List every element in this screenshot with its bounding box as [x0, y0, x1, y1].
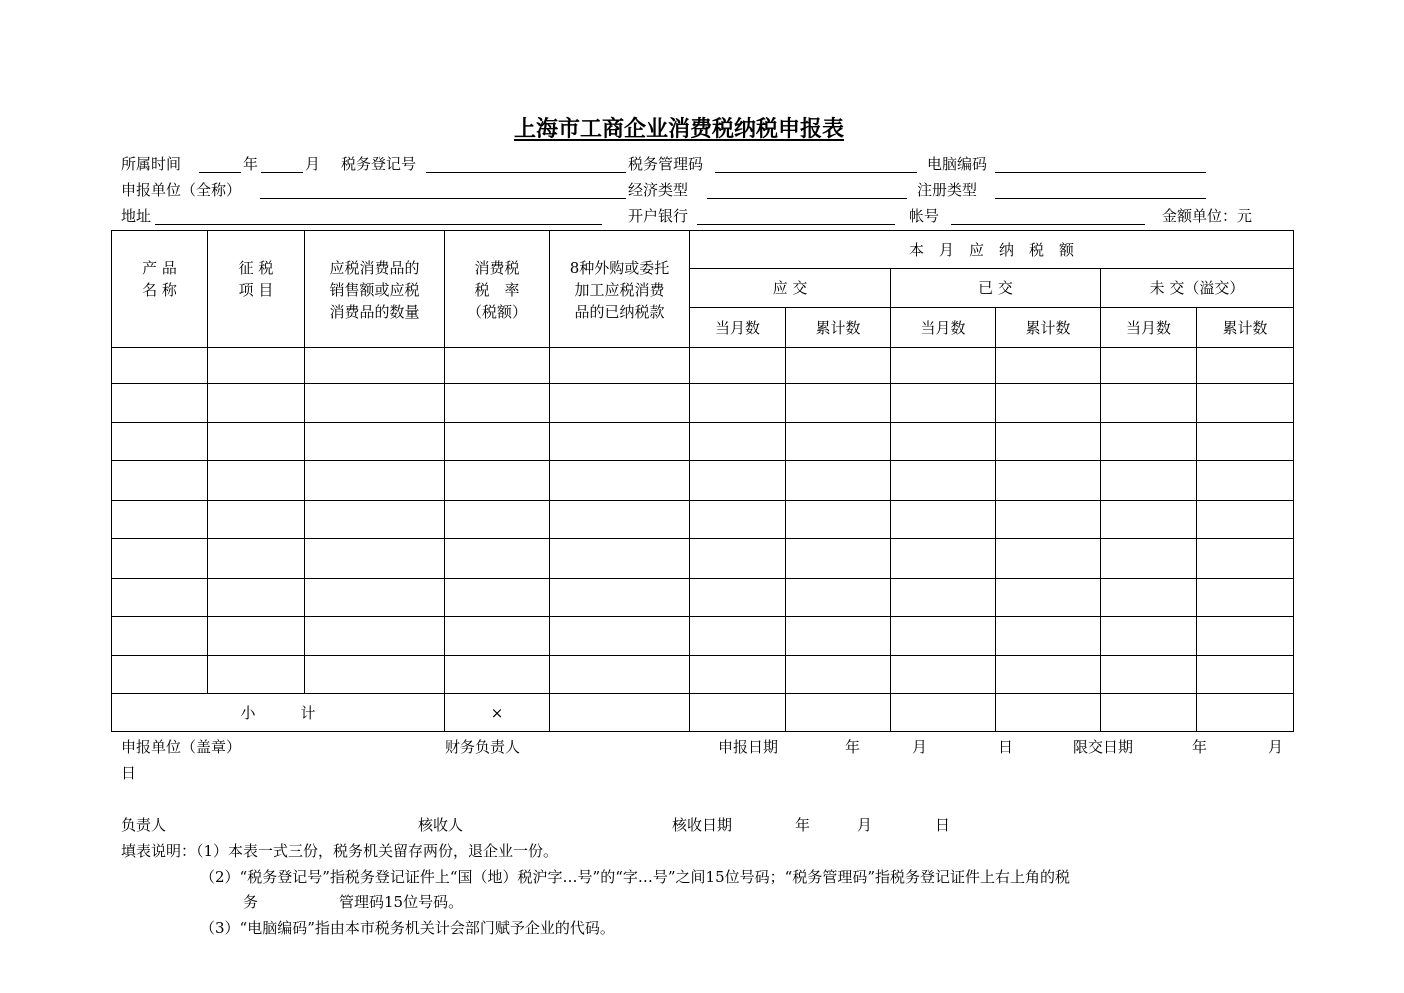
note-2-line-2a: 务 — [243, 893, 259, 911]
col-header-sales-amount: 应税消费品的 销售额或应税 消费品的数量 — [305, 231, 445, 348]
year-label: 年 — [243, 155, 259, 173]
table-row — [112, 579, 1294, 617]
declaring-unit-field[interactable] — [260, 198, 626, 199]
table-cell[interactable] — [1101, 656, 1197, 694]
month-field[interactable] — [261, 172, 303, 173]
note-2-line-2b: 管理码15位号码。 — [339, 893, 464, 911]
deadline-day-label: 日 — [121, 764, 137, 782]
table-cell[interactable] — [208, 539, 305, 579]
table-cell[interactable] — [891, 579, 996, 617]
col-header-paid-tax: 8种外购或委托 加工应税消费 品的已纳税款 — [550, 231, 690, 348]
subtotal-cell[interactable] — [786, 694, 891, 732]
col-header-paid-cumulative: 累计数 — [996, 308, 1101, 348]
table-cell[interactable] — [550, 423, 690, 461]
deadline-label: 限交日期 — [1073, 738, 1134, 756]
subtotal-cell[interactable] — [1101, 694, 1197, 732]
declare-year-label: 年 — [845, 738, 861, 756]
table-cell[interactable] — [996, 348, 1101, 384]
col-header-due-current: 当月数 — [690, 308, 786, 348]
table-cell[interactable] — [550, 617, 690, 656]
table-row — [112, 384, 1294, 423]
table-cell[interactable] — [1101, 539, 1197, 579]
subtotal-cell[interactable] — [1197, 694, 1294, 732]
table-cell[interactable] — [996, 579, 1101, 617]
table-cell[interactable] — [208, 501, 305, 539]
col-header-due-cumulative: 累计数 — [786, 308, 891, 348]
table-cell[interactable] — [445, 539, 550, 579]
table-cell[interactable] — [786, 501, 891, 539]
table-cell[interactable] — [112, 348, 208, 384]
table-cell[interactable] — [112, 423, 208, 461]
declare-date-label: 申报日期 — [718, 738, 779, 756]
note-intro: 填表说明：（1）本表一式三份，税务机关留存两份，退企业一份。 — [121, 842, 559, 860]
economic-type-label: 经济类型 — [628, 181, 689, 199]
deadline-year-label: 年 — [1192, 738, 1208, 756]
table-cell[interactable] — [891, 348, 996, 384]
table-cell[interactable] — [112, 384, 208, 423]
table-cell[interactable] — [1101, 579, 1197, 617]
col-header-unpaid-current: 当月数 — [1101, 308, 1197, 348]
finance-head-label: 财务负责人 — [445, 738, 521, 756]
table-cell[interactable] — [1101, 617, 1197, 656]
deadline-month-label: 月 — [1268, 738, 1284, 756]
account-field[interactable] — [951, 224, 1145, 225]
year-field[interactable] — [199, 172, 241, 173]
table-cell[interactable] — [690, 501, 786, 539]
table-cell[interactable] — [550, 384, 690, 423]
table-cell[interactable] — [786, 348, 891, 384]
table-cell[interactable] — [1197, 539, 1294, 579]
col-header-product-name: 产 品 名 称 — [112, 231, 208, 348]
table-cell[interactable] — [112, 656, 208, 694]
table-cell[interactable] — [305, 348, 445, 384]
subtotal-rate-cross: × — [445, 694, 550, 732]
table-cell[interactable] — [550, 461, 690, 501]
declare-month-label: 月 — [912, 738, 928, 756]
declare-day-label: 日 — [998, 738, 1014, 756]
table-cell[interactable] — [1197, 501, 1294, 539]
table-cell[interactable] — [305, 579, 445, 617]
address-label: 地址 — [121, 207, 152, 225]
table-cell[interactable] — [208, 617, 305, 656]
table-cell[interactable] — [690, 348, 786, 384]
table-cell[interactable] — [786, 617, 891, 656]
table-cell[interactable] — [112, 501, 208, 539]
table-cell[interactable] — [996, 461, 1101, 501]
col-header-monthly-tax: 本 月 应 纳 税 额 — [690, 231, 1294, 269]
bank-field[interactable] — [697, 224, 895, 225]
bank-label: 开户银行 — [628, 207, 689, 225]
note-2-line-1: （2）“税务登记号”指税务登记证件上“国（地）税沪字…号”的“字…号”之间15位号码；“税务管理码”指税务登记证件上右上角的税 — [200, 868, 1070, 886]
table-row — [112, 501, 1294, 539]
table-cell[interactable] — [891, 423, 996, 461]
table-cell[interactable] — [690, 423, 786, 461]
table-cell[interactable] — [891, 656, 996, 694]
table-cell[interactable] — [305, 539, 445, 579]
table-cell[interactable] — [690, 579, 786, 617]
receiver-label: 核收人 — [418, 816, 464, 834]
subtotal-cell[interactable] — [550, 694, 690, 732]
table-cell[interactable] — [1197, 579, 1294, 617]
table-cell[interactable] — [891, 539, 996, 579]
tax-reg-no-label: 税务登记号 — [341, 155, 417, 173]
table-cell[interactable] — [445, 461, 550, 501]
table-cell[interactable] — [1197, 423, 1294, 461]
table-cell[interactable] — [996, 539, 1101, 579]
table-cell[interactable] — [445, 348, 550, 384]
table-row — [112, 348, 1294, 384]
table-cell[interactable] — [550, 579, 690, 617]
responsible-label: 负责人 — [121, 816, 167, 834]
declaring-unit-label: 申报单位（全称） — [121, 181, 242, 199]
table-cell[interactable] — [445, 423, 550, 461]
table-cell[interactable] — [305, 384, 445, 423]
col-header-paid-current: 当月数 — [891, 308, 996, 348]
col-header-unpaid: 未 交（溢交） — [1101, 269, 1294, 308]
receive-day-label: 日 — [935, 816, 951, 834]
table-cell[interactable] — [690, 384, 786, 423]
unit-seal-label: 申报单位（盖章） — [121, 738, 242, 756]
month-label: 月 — [305, 155, 321, 173]
col-header-unpaid-cumulative: 累计数 — [1197, 308, 1294, 348]
table-cell[interactable] — [786, 579, 891, 617]
col-header-tax-item: 征 税 项 目 — [208, 231, 305, 348]
table-cell[interactable] — [1101, 348, 1197, 384]
table-cell[interactable] — [305, 423, 445, 461]
table-cell[interactable] — [112, 579, 208, 617]
table-cell[interactable] — [445, 501, 550, 539]
table-row — [112, 423, 1294, 461]
table-cell[interactable] — [1197, 617, 1294, 656]
table-row — [112, 617, 1294, 656]
subtotal-label: 小 计 — [112, 694, 445, 732]
table-cell[interactable] — [112, 617, 208, 656]
col-header-due: 应 交 — [690, 269, 891, 308]
table-cell[interactable] — [690, 539, 786, 579]
table-cell[interactable] — [445, 384, 550, 423]
note-3: （3）“电脑编码”指由本市税务机关计会部门赋予企业的代码。 — [200, 919, 615, 937]
table-cell[interactable] — [112, 539, 208, 579]
table-cell[interactable] — [1197, 348, 1294, 384]
tax-mgmt-code-label: 税务管理码 — [628, 155, 704, 173]
table-cell[interactable] — [1197, 461, 1294, 501]
table-cell[interactable] — [786, 384, 891, 423]
registration-type-field[interactable] — [995, 198, 1206, 199]
table-cell[interactable] — [208, 348, 305, 384]
table-cell[interactable] — [112, 461, 208, 501]
table-cell[interactable] — [1101, 461, 1197, 501]
table-cell[interactable] — [550, 501, 690, 539]
table-cell[interactable] — [996, 423, 1101, 461]
table-cell[interactable] — [1101, 384, 1197, 423]
table-cell[interactable] — [1101, 423, 1197, 461]
table-cell[interactable] — [550, 539, 690, 579]
receive-month-label: 月 — [857, 816, 873, 834]
table-cell[interactable] — [1101, 501, 1197, 539]
period-label: 所属时间 — [121, 155, 182, 173]
table-cell[interactable] — [305, 617, 445, 656]
table-cell[interactable] — [208, 384, 305, 423]
tax-mgmt-code-field[interactable] — [715, 172, 917, 173]
table-cell[interactable] — [786, 539, 891, 579]
amount-unit-label: 金额单位：元 — [1162, 207, 1253, 225]
table-cell[interactable] — [445, 579, 550, 617]
table-cell[interactable] — [786, 423, 891, 461]
table-cell[interactable] — [1197, 656, 1294, 694]
table-cell[interactable] — [690, 656, 786, 694]
table-cell[interactable] — [996, 501, 1101, 539]
table-cell[interactable] — [208, 423, 305, 461]
table-cell[interactable] — [208, 579, 305, 617]
subtotal-cell[interactable] — [690, 694, 786, 732]
table-row — [112, 539, 1294, 579]
table-cell[interactable] — [550, 348, 690, 384]
table-cell[interactable] — [305, 501, 445, 539]
table-cell[interactable] — [891, 617, 996, 656]
table-row — [112, 461, 1294, 501]
computer-code-label: 电脑编码 — [927, 155, 988, 173]
receive-year-label: 年 — [795, 816, 811, 834]
table-cell[interactable] — [996, 656, 1101, 694]
table-row — [112, 656, 1294, 694]
table-cell[interactable] — [996, 384, 1101, 423]
subtotal-row — [112, 694, 1294, 732]
table-cell[interactable] — [208, 461, 305, 501]
table-cell[interactable] — [445, 656, 550, 694]
table-cell[interactable] — [445, 617, 550, 656]
table-cell[interactable] — [1197, 384, 1294, 423]
table-cell[interactable] — [996, 617, 1101, 656]
table-cell[interactable] — [786, 461, 891, 501]
subtotal-cell[interactable] — [996, 694, 1101, 732]
economic-type-field[interactable] — [707, 198, 907, 199]
address-field[interactable] — [155, 224, 602, 225]
table-cell[interactable] — [305, 656, 445, 694]
receive-date-label: 核收日期 — [672, 816, 733, 834]
tax-reg-no-field[interactable] — [426, 172, 626, 173]
col-header-paid: 已 交 — [891, 269, 1101, 308]
table-cell[interactable] — [786, 656, 891, 694]
tax-declaration-table — [111, 230, 1294, 732]
col-header-tax-rate: 消费税 税 率 （税额） — [445, 231, 550, 348]
form-title: 上海市工商企业消费税纳税申报表 — [514, 116, 845, 142]
table-cell[interactable] — [550, 656, 690, 694]
table-cell[interactable] — [208, 656, 305, 694]
table-cell[interactable] — [305, 461, 445, 501]
table-cell[interactable] — [891, 384, 996, 423]
table-cell[interactable] — [690, 617, 786, 656]
table-cell[interactable] — [891, 461, 996, 501]
table-cell[interactable] — [891, 501, 996, 539]
account-label: 帐号 — [909, 207, 940, 225]
computer-code-field[interactable] — [995, 172, 1206, 173]
registration-type-label: 注册类型 — [917, 181, 978, 199]
table-cell[interactable] — [690, 461, 786, 501]
subtotal-cell[interactable] — [891, 694, 996, 732]
